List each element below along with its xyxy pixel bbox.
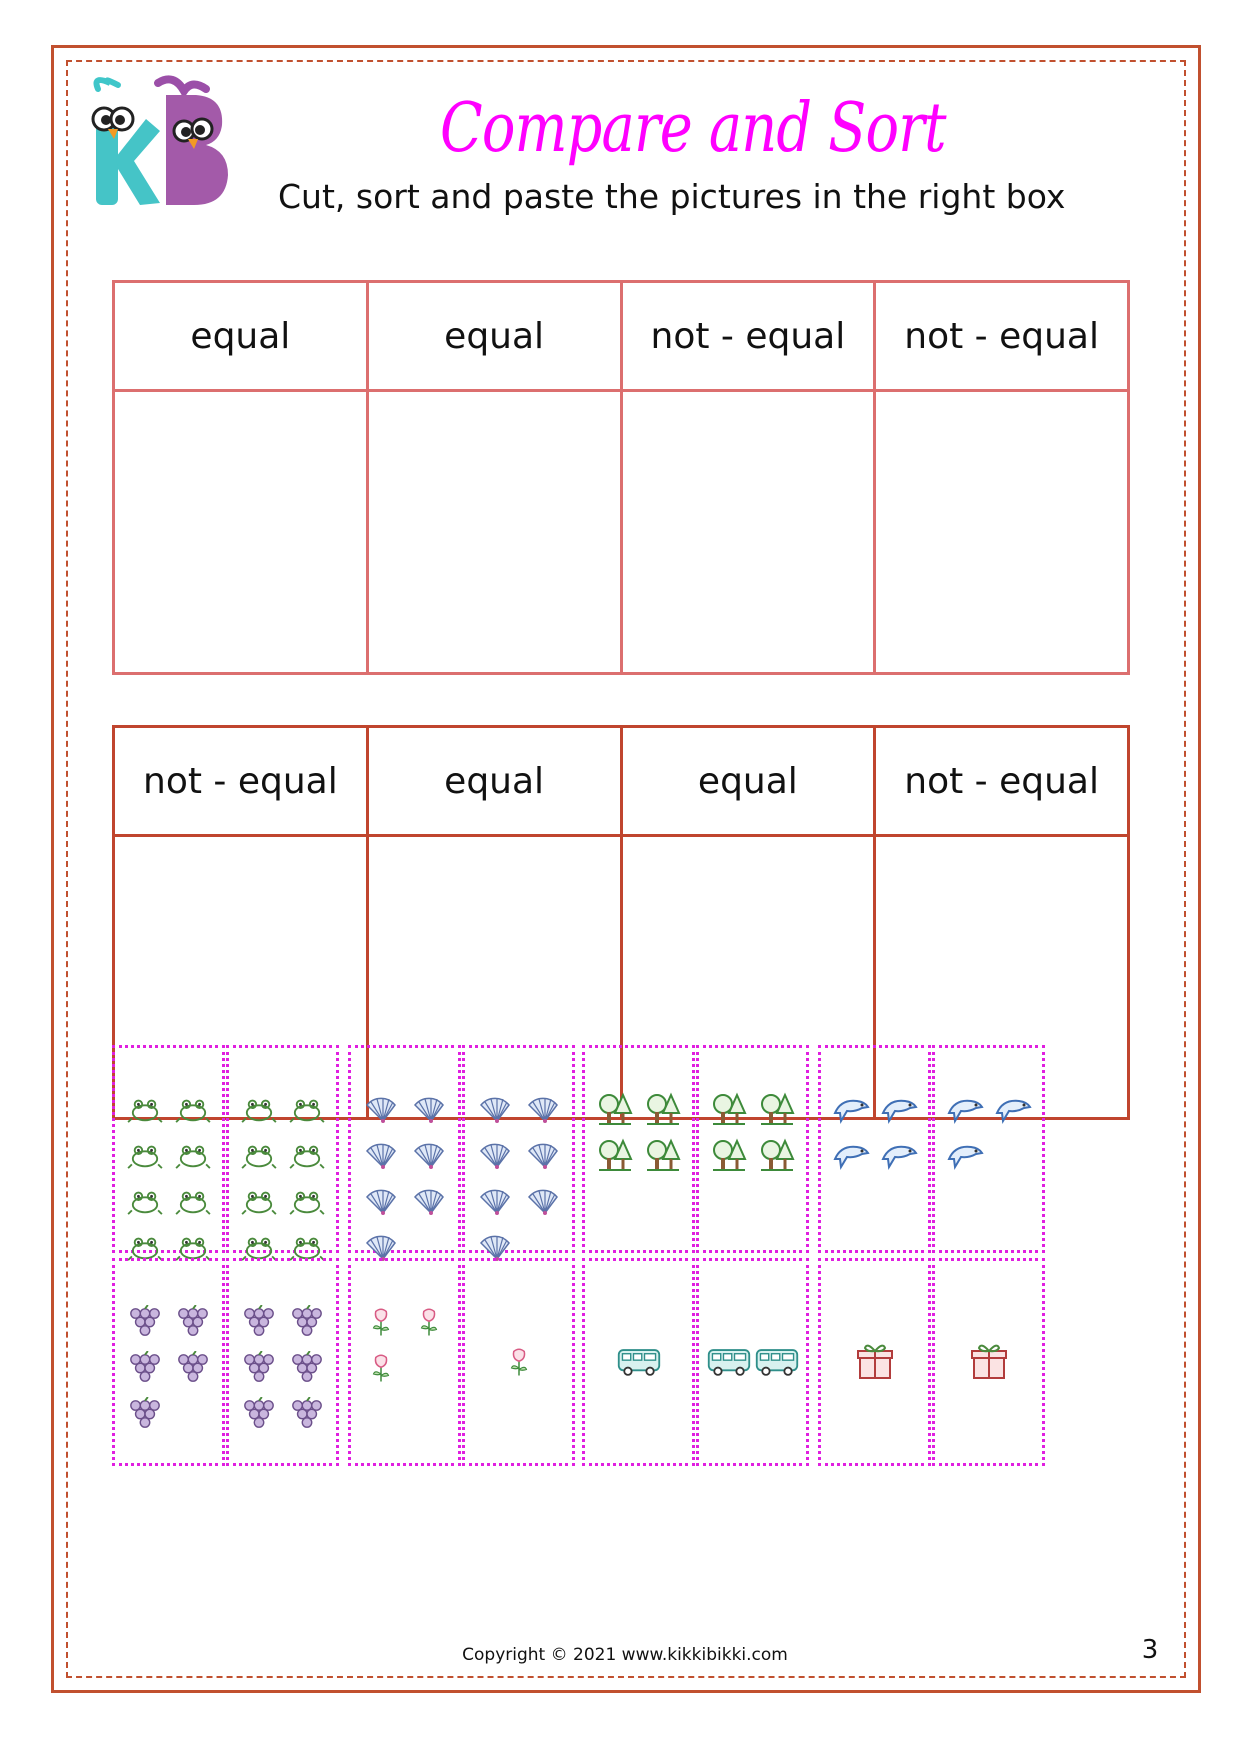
frog-icon [240, 1140, 278, 1170]
tree-icon [757, 1137, 797, 1173]
bus-icon [706, 1346, 752, 1378]
cut-out-card[interactable] [348, 1258, 461, 1466]
dolphin-icon [831, 1139, 871, 1171]
cut-out-card[interactable] [112, 1258, 225, 1466]
frog-icon [174, 1186, 212, 1216]
cut-out-card[interactable] [582, 1045, 695, 1253]
gift-icon [855, 1342, 895, 1382]
grapes-icon [240, 1305, 278, 1339]
tree-icon [757, 1091, 797, 1127]
tree-icon [643, 1091, 683, 1127]
frog-icon [126, 1140, 164, 1170]
grapes-icon [126, 1351, 164, 1385]
rose-icon [366, 1348, 396, 1388]
fan-icon [361, 1093, 401, 1125]
column-label: not - equal [875, 282, 1129, 391]
cut-out-card[interactable] [818, 1258, 931, 1466]
grapes-icon [174, 1305, 212, 1339]
fan-icon [523, 1139, 563, 1171]
copyright: Copyright © 2021 www.kikkibikki.com [462, 1645, 788, 1665]
fan-icon [475, 1185, 515, 1217]
frog-icon [174, 1140, 212, 1170]
grapes-icon [174, 1351, 212, 1385]
dolphin-icon [879, 1139, 919, 1171]
card-pair [818, 1045, 1048, 1255]
column-label: not - equal [114, 727, 368, 836]
bus-icon [616, 1346, 662, 1378]
dolphin-icon [831, 1093, 871, 1125]
fan-icon [475, 1139, 515, 1171]
fan-icon [409, 1093, 449, 1125]
dolphin-icon [945, 1093, 985, 1125]
grapes-icon [240, 1397, 278, 1431]
tree-icon [595, 1091, 635, 1127]
page-title: Compare and Sort [440, 89, 946, 168]
frog-icon [288, 1140, 326, 1170]
grapes-icon [126, 1397, 164, 1431]
frog-icon [288, 1094, 326, 1124]
cut-out-card[interactable] [226, 1045, 339, 1253]
gift-icon [969, 1342, 1009, 1382]
tree-icon [643, 1137, 683, 1173]
cut-out-card[interactable] [348, 1045, 461, 1253]
rose-icon [414, 1302, 444, 1342]
fan-icon [409, 1139, 449, 1171]
fan-icon [361, 1139, 401, 1171]
cut-out-card[interactable] [226, 1258, 339, 1466]
grapes-icon [288, 1397, 326, 1431]
cut-out-card[interactable] [818, 1045, 931, 1253]
card-pair [112, 1258, 342, 1468]
column-label: not - equal [875, 727, 1129, 836]
column-label: equal [367, 727, 621, 836]
tree-icon [709, 1137, 749, 1173]
cut-out-card[interactable] [696, 1258, 809, 1466]
fan-icon [475, 1093, 515, 1125]
grapes-icon [126, 1305, 164, 1339]
cut-out-card[interactable] [932, 1258, 1045, 1466]
frog-icon [126, 1186, 164, 1216]
column-label: equal [621, 727, 875, 836]
rose-icon [504, 1342, 534, 1382]
fan-icon [409, 1185, 449, 1217]
card-pair [818, 1258, 1048, 1468]
fan-icon [523, 1185, 563, 1217]
column-label: equal [114, 282, 368, 391]
cut-out-card[interactable] [112, 1045, 225, 1253]
grapes-icon [288, 1305, 326, 1339]
cut-out-card[interactable] [582, 1258, 695, 1466]
grapes-icon [288, 1351, 326, 1385]
tree-icon [595, 1137, 635, 1173]
frog-icon [126, 1094, 164, 1124]
cut-out-card[interactable] [462, 1258, 575, 1466]
frog-icon [240, 1186, 278, 1216]
bus-icon [754, 1346, 800, 1378]
frog-icon [240, 1094, 278, 1124]
dolphin-icon [945, 1139, 985, 1171]
card-pair [112, 1045, 342, 1255]
cut-out-card[interactable] [696, 1045, 809, 1253]
page-number: 3 [1141, 1635, 1159, 1665]
fan-icon [361, 1185, 401, 1217]
card-pair [582, 1045, 812, 1255]
instructions: Cut, sort and paste the pictures in the right box [278, 177, 1066, 216]
tree-icon [709, 1091, 749, 1127]
frog-icon [174, 1094, 212, 1124]
dolphin-icon [993, 1093, 1033, 1125]
card-pair [582, 1258, 812, 1468]
column-label: not - equal [621, 282, 875, 391]
dolphin-icon [879, 1093, 919, 1125]
rose-icon [366, 1302, 396, 1342]
frog-icon [288, 1186, 326, 1216]
column-label: equal [367, 282, 621, 391]
card-pair [348, 1045, 578, 1255]
cut-out-card[interactable] [932, 1045, 1045, 1253]
cut-out-card[interactable] [462, 1045, 575, 1253]
grapes-icon [240, 1351, 278, 1385]
fan-icon [523, 1093, 563, 1125]
card-pair [348, 1258, 578, 1468]
